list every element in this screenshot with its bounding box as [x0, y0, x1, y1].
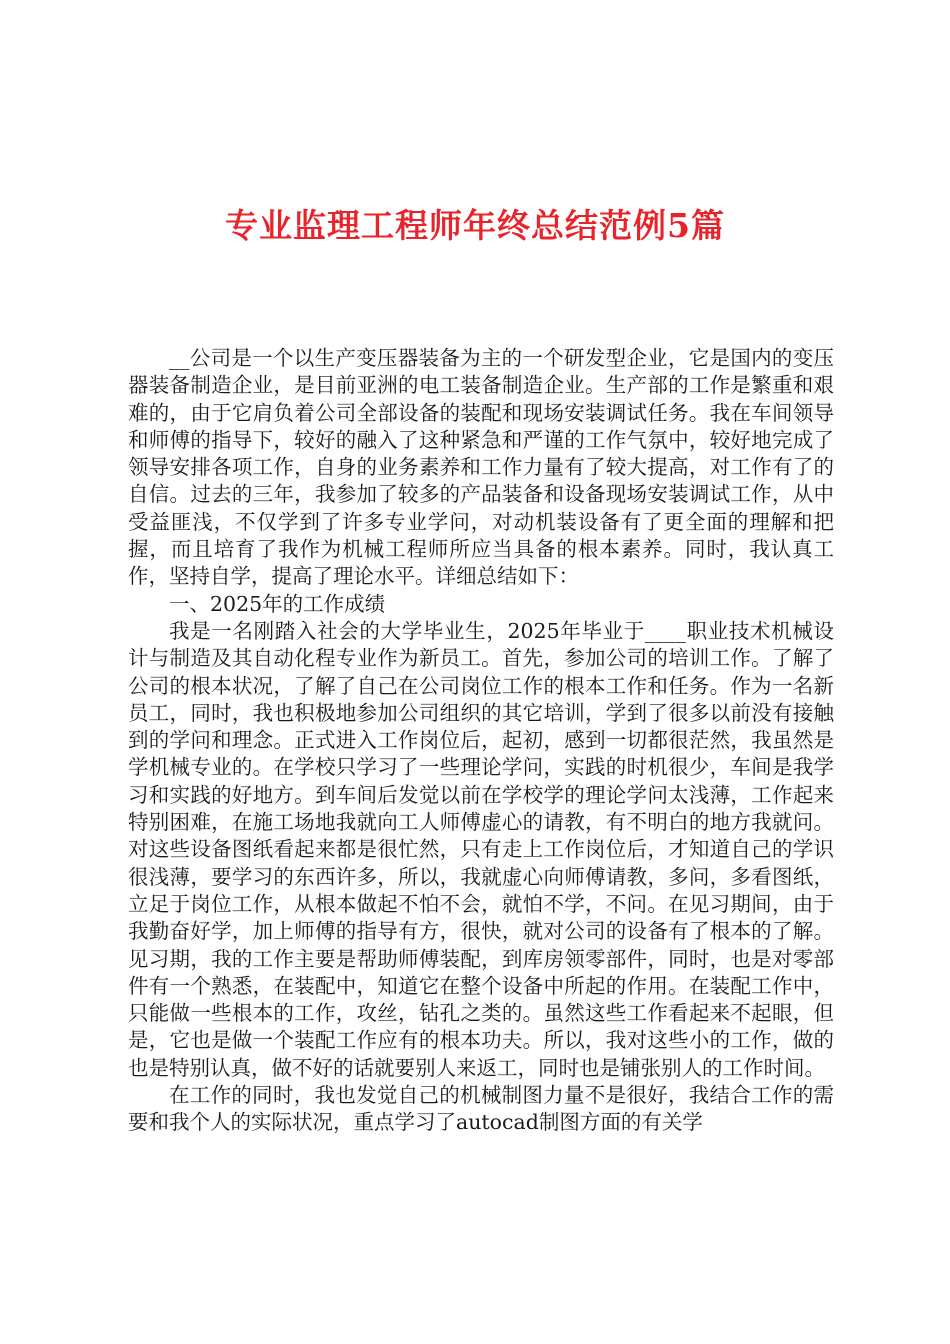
- paragraph-work-results: 我是一名刚踏入社会的大学毕业生，2025年毕业于____职业技术机械设计与制造及其自动化程专业作为新员工。首先，参加公司的培训工作。了解了公司的根本状况，了解了自己在公司岗位工作的根本工作和任务。作为一名新员工，同时，我也积极地参加公司组织的其它培训，学到了很多以前没有接触到的学问和理念。正式进入工作岗位后，起初，感到一切都很茫然，我虽然是学机械专业的。在学校只学习了一些理论学问，实践的时机很少，车间是我学习和实践的好地方。到车间后发觉以前在学校学的理论学问太浅薄，工作起来特别困难，在施工场地我就向工人师傅虚心的请教，有不明白的地方我就问。对这些设备图纸看起来都是很忙然，只有走上工作岗位后，才知道自己的学识很浅薄，要学习的东西许多，所以，我就虚心向师傅请教，多问，多看图纸，立足于岗位工作，从根本做起不怕不会，就怕不学，不问。在见习期间，由于我勤奋好学，加上师傅的指导有方，很快，就对公司的设备有了根本的了解。见习期，我的工作主要是帮助师傅装配，到库房领零部件，同时，也是对零部件有一个熟悉，在装配中，知道它在整个设备中所起的作用。在装配工作中，只能做一些根本的工作，攻丝，钻孔之类的。虽然这些工作看起来不起眼，但是，它也是做一个装配工作应有的根本功夫。所以，我对这些小的工作，做的也是特别认真，做不好的话就要别人来返工，同时也是铺张别人的工作时间。: [128, 618, 834, 1080]
- paragraph-intro: __公司是一个以生产变压器装备为主的一个研发型企业，它是国内的变压器装备制造企业，是目前亚洲的电工装备制造企业。生产部的工作是繁重和艰难的，由于它肩负着公司全部设备的装配和现场安装调试任务。我在车间领导和师傅的指导下，较好的融入了这种紧急和严谨的工作气氛中，较好地完成了领导安排各项工作，自身的业务素养和工作力量有了较大提高，对工作有了的自信。过去的三年，我参加了较多的产品装备和设备现场安装调试工作，从中受益匪浅，不仅学到了许多专业学问，对动机装设备有了更全面的理解和把握，而且培育了我作为机械工程师所应当具备的根本素养。同时，我认真工作，坚持自学，提高了理论水平。详细总结如下：: [128, 346, 834, 589]
- paragraph-drawing-skills: 在工作的同时，我也发觉自己的机械制图力量不是很好，我结合工作的需要和我个人的实际状况，重点学习了autocad制图方面的有关学: [128, 1083, 834, 1135]
- document-title: 专业监理工程师年终总结范例5篇: [225, 206, 725, 246]
- section-heading: 一、2025年的工作成绩: [169, 591, 386, 616]
- document-body: [128, 345, 834, 1137]
